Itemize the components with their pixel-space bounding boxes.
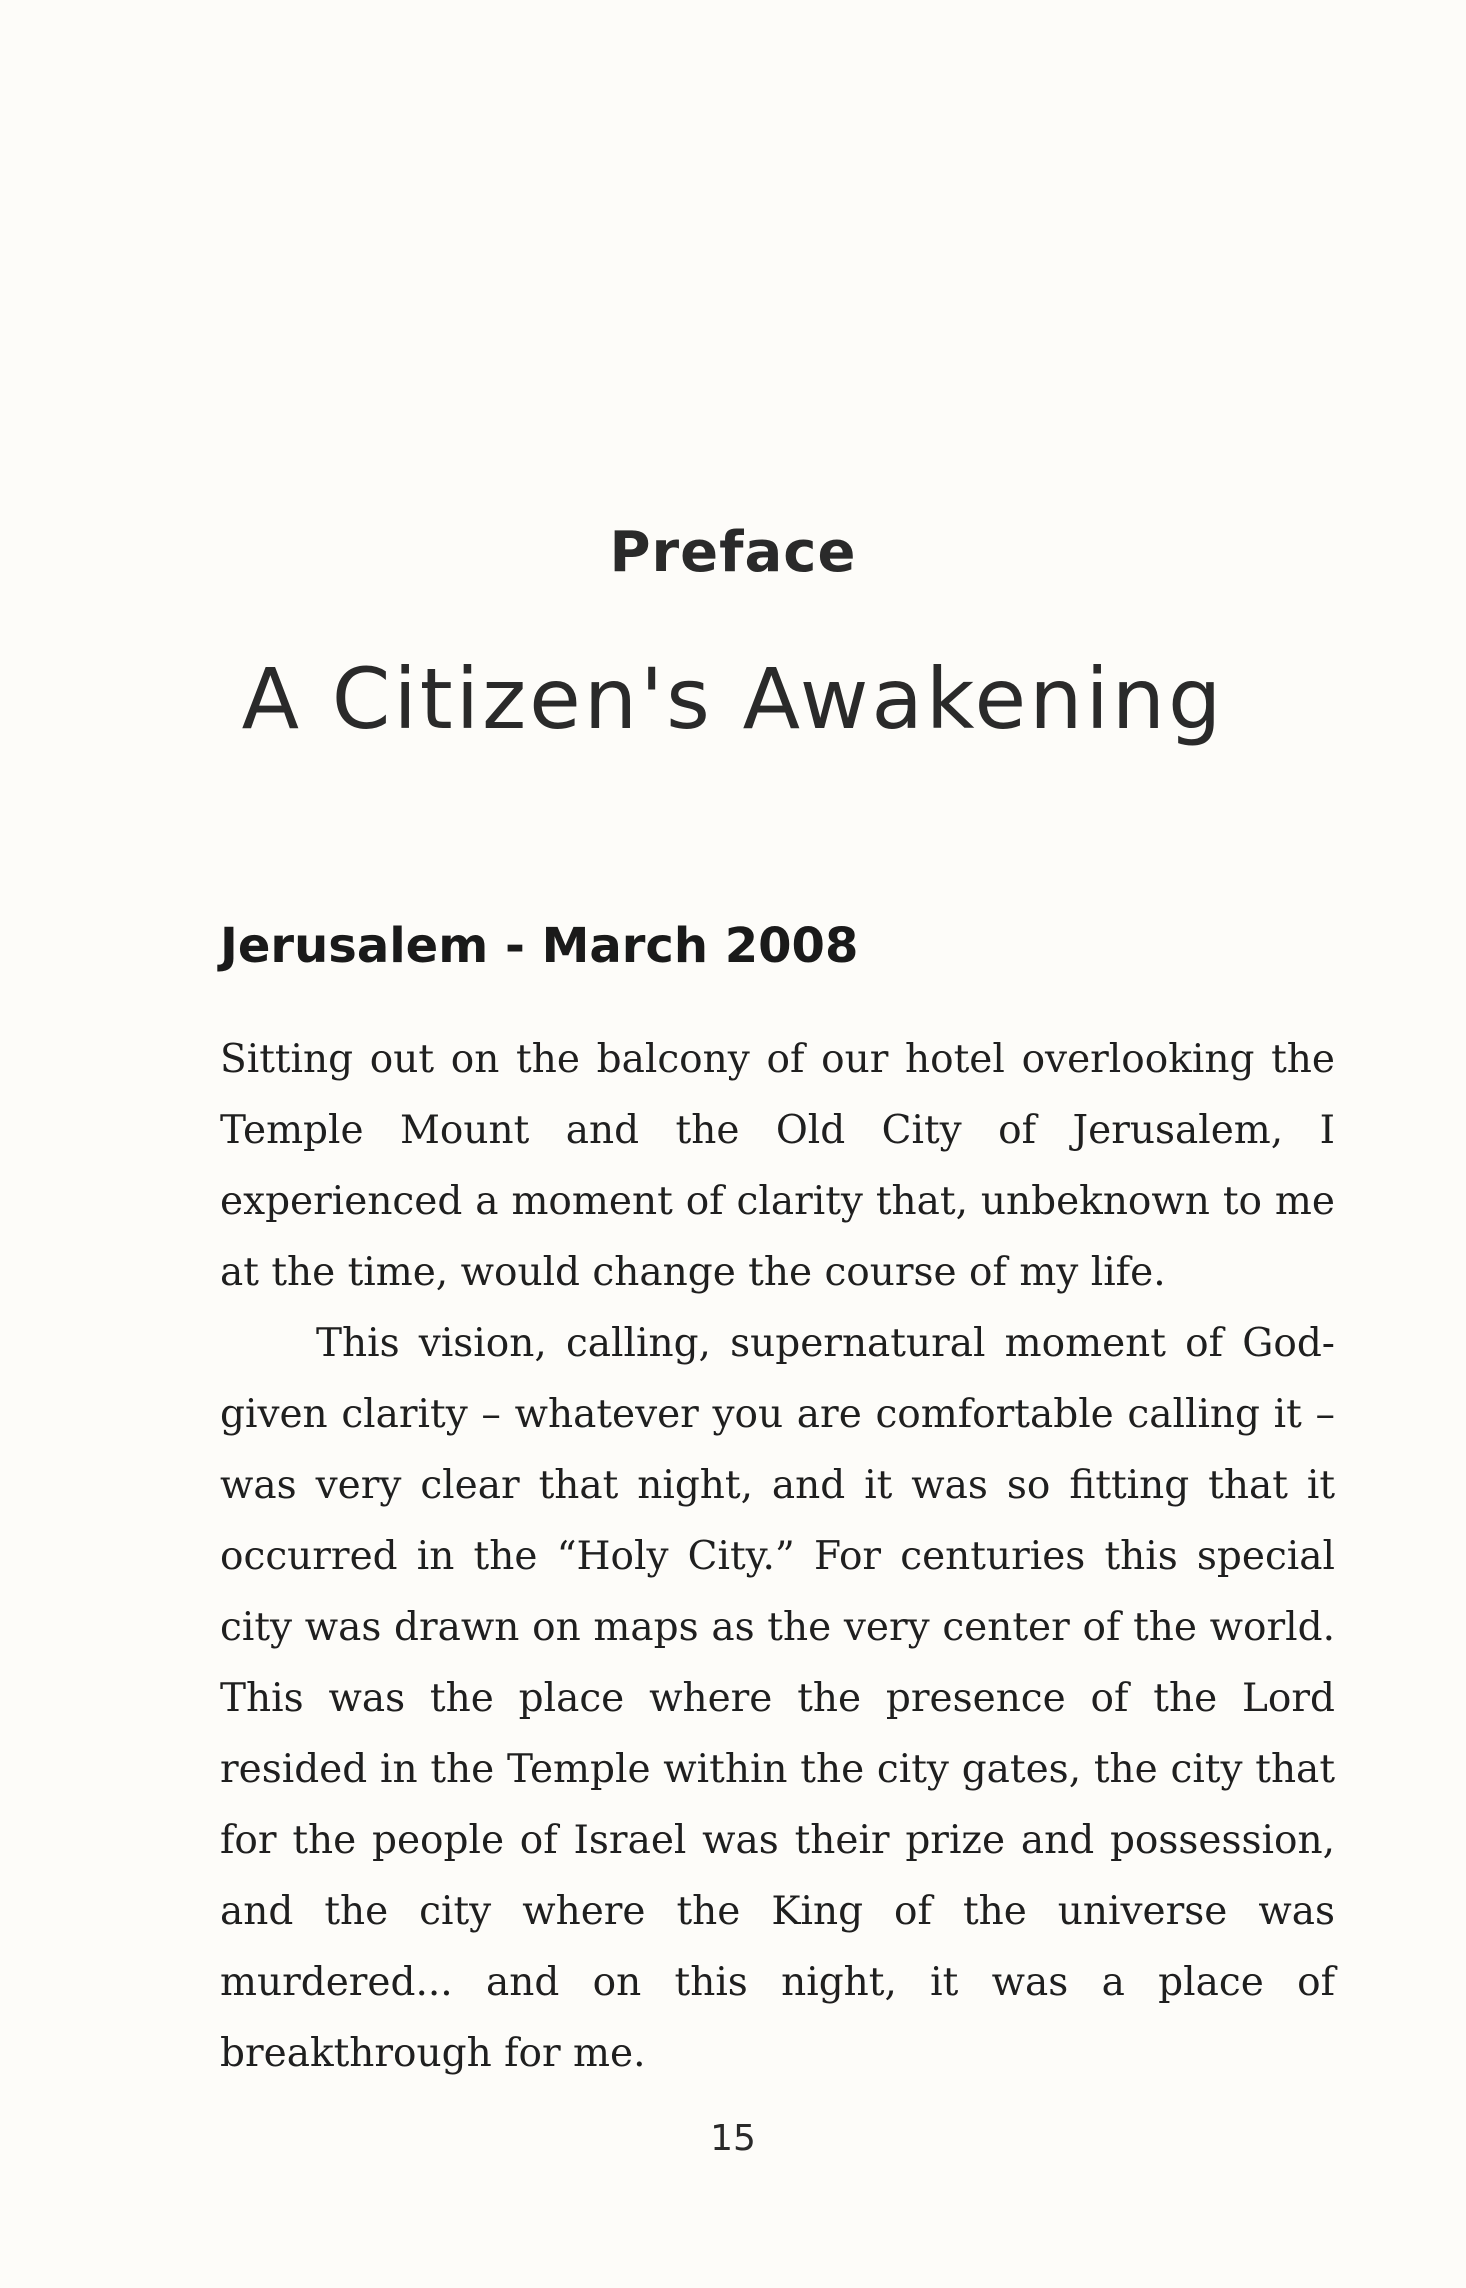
paragraph-2: This vision, calling, supernatural moment of God-given clarity – whatever you are comfortable calling it – was very clear that night, and it was so fitting that it occurred in the “Holy City.” For centuries this special city was drawn on maps as the very center of the world. This was the place where the presence of the Lord resided in the Temple within the city gates, the city that for the people of Israel was their prize and possession, and the city where the King of the universe was murdered... and on this night, it was a place of breakthrough for me. [220,1321,1335,2076]
body-text [220,1024,1335,2089]
paragraph-1: Sitting out on the balcony of our hotel overlooking the Temple Mount and the Old City of Jerusalem, I experienced a moment of clarity that, unbeknown to me at the time, would change the course of my life. [220,1037,1335,1295]
page-number: 15 [710,2118,756,2159]
section-heading: Jerusalem - March 2008 [220,918,859,974]
chapter-label: Preface [609,520,857,585]
chapter-title: A Citizen's Awakening [241,650,1225,748]
